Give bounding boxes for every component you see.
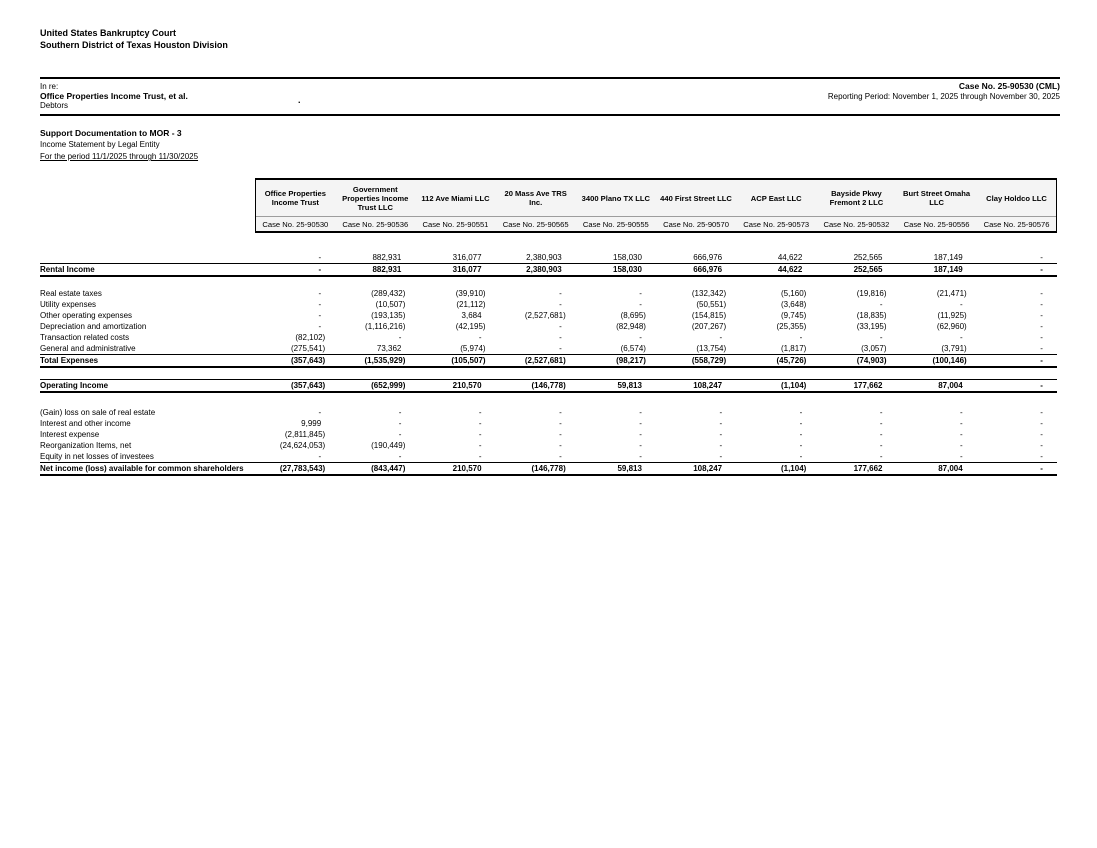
case-number-cell: Case No. 25-90536 bbox=[335, 217, 415, 233]
cell-value: 177,662 bbox=[816, 463, 896, 476]
cell-value: - bbox=[478, 430, 482, 440]
cell-value: (1,116,216) bbox=[365, 322, 406, 332]
cell-value: - bbox=[318, 300, 322, 310]
cell-value: (10,507) bbox=[375, 300, 406, 310]
cell-value: 666,976 bbox=[656, 264, 736, 277]
row-label: Depreciation and amortization bbox=[40, 322, 147, 332]
cell-value: (1,104) bbox=[736, 463, 816, 476]
cell-value: (33,195) bbox=[856, 322, 887, 332]
cell-value: (2,527,681) bbox=[496, 355, 576, 368]
table-row bbox=[40, 232, 1057, 252]
cell-value: - bbox=[879, 441, 883, 451]
cell-value: - bbox=[719, 419, 723, 429]
cell-value: - bbox=[879, 419, 883, 429]
entity-header-cell: 3400 Plano TX LLC bbox=[576, 179, 656, 217]
cell-value: (21,471) bbox=[936, 289, 967, 299]
cell-value: - bbox=[1040, 300, 1043, 310]
court-name: United States Bankruptcy Court bbox=[40, 28, 177, 38]
row-label bbox=[40, 252, 255, 264]
row-label: Rental Income bbox=[40, 264, 255, 277]
row-label: Interest expense bbox=[40, 430, 100, 440]
cell-value: (3,057) bbox=[861, 344, 887, 354]
cell-value: (2,811,845) bbox=[284, 430, 326, 440]
cell-value: (193,135) bbox=[371, 311, 406, 321]
cell-value: - bbox=[478, 408, 482, 418]
cell-value: - bbox=[799, 452, 803, 462]
row-label: Transaction related costs bbox=[40, 333, 130, 343]
cell-value: 158,030 bbox=[576, 264, 656, 277]
cell-value: - bbox=[960, 419, 963, 429]
cell-value: 316,077 bbox=[452, 253, 482, 263]
cell-value: (98,217) bbox=[576, 355, 656, 368]
cell-value: 87,004 bbox=[897, 380, 977, 393]
cell-value: - bbox=[1040, 441, 1043, 451]
case-number-cell: Case No. 25-90570 bbox=[656, 217, 736, 233]
in-re-label: In re: bbox=[40, 82, 59, 91]
entity-header-cell: Government Properties Income Trust LLC bbox=[335, 179, 415, 217]
cell-value: - bbox=[398, 408, 402, 418]
case-number: Case No. 25-90530 (CML) bbox=[958, 81, 1060, 91]
cell-value: (21,112) bbox=[456, 300, 486, 310]
table-body bbox=[40, 232, 1057, 475]
cell-value: - bbox=[639, 430, 642, 440]
cell-value: - bbox=[398, 419, 402, 429]
cell-value: 882,931 bbox=[335, 264, 415, 277]
table-row bbox=[40, 355, 1057, 368]
table-row bbox=[40, 463, 1057, 476]
cell-value: - bbox=[559, 300, 562, 310]
cell-value: 177,662 bbox=[816, 380, 896, 393]
cell-value: - bbox=[318, 322, 322, 332]
entity-header-cell: Office Properties Income Trust bbox=[255, 179, 335, 217]
cell-value: (45,726) bbox=[736, 355, 816, 368]
reporting-period: Reporting Period: November 1, 2025 through November 30, 2025 bbox=[827, 91, 1060, 101]
cell-value: (24,624,053) bbox=[279, 441, 326, 451]
cell-value: - bbox=[559, 408, 562, 418]
table-row bbox=[40, 418, 1057, 429]
table-row bbox=[40, 440, 1057, 451]
row-label: Other operating expenses bbox=[40, 311, 133, 321]
cell-value: - bbox=[559, 452, 562, 462]
cell-value: - bbox=[318, 253, 322, 263]
cell-value: (27,783,543) bbox=[255, 463, 335, 476]
caption-left bbox=[40, 82, 188, 111]
cell-value: - bbox=[318, 408, 322, 418]
cell-value: - bbox=[318, 311, 322, 321]
case-caption bbox=[40, 77, 1060, 116]
income-statement-table bbox=[40, 178, 1057, 476]
cell-value: - bbox=[1040, 333, 1043, 343]
cell-value: - bbox=[478, 333, 482, 343]
table-row bbox=[40, 264, 1057, 277]
header-corner-cell bbox=[40, 179, 255, 217]
table-row bbox=[40, 276, 1057, 288]
cell-value: (289,432) bbox=[371, 289, 406, 299]
row-label: Utility expenses bbox=[40, 300, 97, 310]
cell-value: (2,527,681) bbox=[524, 311, 566, 321]
cell-value: - bbox=[719, 408, 723, 418]
spacer-cell bbox=[40, 232, 1057, 252]
cell-value: (154,815) bbox=[691, 311, 727, 321]
cell-value: - bbox=[879, 408, 883, 418]
cell-value: (25,355) bbox=[776, 322, 807, 332]
cell-value: - bbox=[398, 452, 402, 462]
entity-name-header-row bbox=[40, 179, 1057, 217]
cell-value: - bbox=[478, 452, 482, 462]
cell-value: - bbox=[960, 441, 963, 451]
table-head bbox=[40, 179, 1057, 232]
cell-value: - bbox=[977, 355, 1057, 368]
table-row bbox=[40, 429, 1057, 440]
entity-header-cell: Bayside Pkwy Fremont 2 LLC bbox=[816, 179, 896, 217]
cell-value: - bbox=[559, 419, 562, 429]
cell-value: 252,565 bbox=[853, 253, 883, 263]
cell-value: 44,622 bbox=[777, 253, 803, 263]
cell-value: (357,643) bbox=[255, 355, 335, 368]
cell-value: - bbox=[1040, 322, 1043, 332]
cell-value: 210,570 bbox=[415, 463, 495, 476]
cell-value: - bbox=[960, 408, 963, 418]
cell-value: (5,160) bbox=[780, 289, 807, 299]
table-row bbox=[40, 407, 1057, 418]
cell-value: (275,541) bbox=[290, 344, 326, 354]
cell-value: - bbox=[318, 452, 322, 462]
row-label: Net income (loss) available for common shareholders bbox=[40, 463, 255, 476]
cell-value: - bbox=[639, 289, 642, 299]
cell-value: - bbox=[639, 300, 642, 310]
cell-value: (558,729) bbox=[656, 355, 736, 368]
cell-value: 108,247 bbox=[656, 463, 736, 476]
debtor-name: Office Properties Income Trust, et al. bbox=[40, 90, 188, 101]
cell-value: (5,974) bbox=[460, 344, 486, 354]
case-number-cell: Case No. 25-90551 bbox=[415, 217, 495, 233]
cell-value: - bbox=[879, 430, 883, 440]
row-label: (Gain) loss on sale of real estate bbox=[40, 408, 156, 418]
cell-value: - bbox=[639, 408, 642, 418]
doc-title: Support Documentation to MOR - 3 bbox=[40, 128, 182, 139]
cell-value: 210,570 bbox=[415, 380, 495, 393]
cell-value: 882,931 bbox=[372, 253, 402, 263]
cell-value: - bbox=[719, 452, 723, 462]
cell-value: (82,948) bbox=[616, 322, 646, 332]
cell-value: (190,449) bbox=[371, 441, 406, 451]
cell-value: - bbox=[559, 430, 562, 440]
cell-value: 316,077 bbox=[415, 264, 495, 277]
cell-value: (18,835) bbox=[856, 311, 887, 321]
cell-value: (843,447) bbox=[335, 463, 415, 476]
cell-value: (132,342) bbox=[691, 289, 727, 299]
case-number-cell: Case No. 25-90532 bbox=[816, 217, 896, 233]
table-row bbox=[40, 380, 1057, 393]
cell-value: (105,507) bbox=[415, 355, 495, 368]
case-number-cell: Case No. 25-90556 bbox=[897, 217, 977, 233]
cell-value: - bbox=[1040, 344, 1043, 354]
row-label: Reorganization Items, net bbox=[40, 441, 132, 451]
cell-value: - bbox=[255, 264, 335, 277]
cell-value: (62,960) bbox=[936, 322, 967, 332]
cell-value: - bbox=[559, 322, 562, 332]
cell-value: - bbox=[559, 344, 562, 354]
cell-value: - bbox=[719, 441, 723, 451]
table-row bbox=[40, 321, 1057, 332]
cell-value: (19,816) bbox=[856, 289, 887, 299]
case-number-cell: Case No. 25-90565 bbox=[496, 217, 576, 233]
cell-value: (11,925) bbox=[937, 311, 967, 321]
cell-value: (50,551) bbox=[696, 300, 727, 310]
row-label: Operating Income bbox=[40, 380, 255, 393]
cell-value: (39,910) bbox=[455, 289, 486, 299]
cell-value: (74,903) bbox=[816, 355, 896, 368]
cell-value: - bbox=[478, 419, 482, 429]
cell-value: - bbox=[1040, 452, 1043, 462]
cell-value: (42,195) bbox=[455, 322, 486, 332]
cell-value: - bbox=[977, 380, 1057, 393]
cell-value: - bbox=[960, 333, 963, 343]
cell-value: - bbox=[559, 441, 562, 451]
cell-value: - bbox=[318, 289, 322, 299]
doc-subtitle: Income Statement by Legal Entity bbox=[40, 140, 160, 150]
cell-value: - bbox=[879, 452, 883, 462]
cell-value: - bbox=[960, 430, 963, 440]
table-row bbox=[40, 252, 1057, 264]
entity-header-cell: 20 Mass Ave TRS Inc. bbox=[496, 179, 576, 217]
header-corner-cell bbox=[40, 217, 255, 233]
cell-value: 666,976 bbox=[693, 253, 723, 263]
cell-value: - bbox=[799, 408, 803, 418]
cell-value: 59,813 bbox=[576, 380, 656, 393]
stray-period: . bbox=[298, 95, 301, 105]
table-row bbox=[40, 299, 1057, 310]
table-row bbox=[40, 288, 1057, 299]
cell-value: - bbox=[799, 430, 803, 440]
cell-value: - bbox=[398, 430, 402, 440]
cell-value: - bbox=[639, 419, 642, 429]
case-number-cell: Case No. 25-90573 bbox=[736, 217, 816, 233]
cell-value: - bbox=[1040, 430, 1043, 440]
entity-header-cell: ACP East LLC bbox=[736, 179, 816, 217]
doc-title-block bbox=[40, 127, 1060, 163]
cell-value: - bbox=[1040, 408, 1043, 418]
cell-value: - bbox=[639, 452, 642, 462]
cell-value: (3,791) bbox=[941, 344, 967, 354]
cell-value: - bbox=[960, 452, 963, 462]
case-number-cell: Case No. 25-90576 bbox=[977, 217, 1057, 233]
cell-value: 158,030 bbox=[613, 253, 642, 263]
cell-value: - bbox=[879, 300, 883, 310]
cell-value: 59,813 bbox=[576, 463, 656, 476]
spacer-cell bbox=[40, 276, 1057, 288]
cell-value: (1,535,929) bbox=[335, 355, 415, 368]
cell-value: 3,684 bbox=[461, 311, 482, 321]
cell-value: - bbox=[1040, 311, 1043, 321]
table-row bbox=[40, 332, 1057, 343]
caption-right bbox=[828, 82, 1060, 101]
entity-header-cell: 112 Ave Miami LLC bbox=[415, 179, 495, 217]
cell-value: 2,380,903 bbox=[526, 253, 562, 263]
cell-value: (652,999) bbox=[335, 380, 415, 393]
cell-value: (8,695) bbox=[620, 311, 646, 321]
cell-value: - bbox=[719, 430, 723, 440]
spacer-cell bbox=[40, 367, 1057, 380]
cell-value: - bbox=[1040, 253, 1043, 263]
court-header bbox=[40, 27, 1060, 51]
cell-value: (9,745) bbox=[780, 311, 807, 321]
cell-value: 108,247 bbox=[656, 380, 736, 393]
row-label: Interest and other income bbox=[40, 419, 131, 429]
cell-value: - bbox=[1040, 289, 1043, 299]
cell-value: (1,817) bbox=[780, 344, 807, 354]
cell-value: (3,648) bbox=[780, 300, 807, 310]
table-row bbox=[40, 310, 1057, 321]
cell-value: - bbox=[559, 289, 562, 299]
cell-value: - bbox=[879, 333, 883, 343]
cell-value: 87,004 bbox=[897, 463, 977, 476]
table-row bbox=[40, 392, 1057, 407]
cell-value: (82,102) bbox=[295, 333, 326, 343]
cell-value: 187,149 bbox=[897, 264, 977, 277]
debtors-label: Debtors bbox=[40, 101, 69, 111]
entity-header-cell: 440 First Street LLC bbox=[656, 179, 736, 217]
cell-value: (207,267) bbox=[691, 322, 727, 332]
case-number-cell: Case No. 25-90530 bbox=[255, 217, 335, 233]
cell-value: - bbox=[478, 441, 482, 451]
cell-value: - bbox=[719, 333, 723, 343]
row-label: Total Expenses bbox=[40, 355, 255, 368]
cell-value: 73,362 bbox=[376, 344, 402, 354]
cell-value: (6,574) bbox=[620, 344, 646, 354]
cell-value: 2,380,903 bbox=[496, 264, 576, 277]
entity-header-cell: Clay Holdco LLC bbox=[977, 179, 1057, 217]
cell-value: - bbox=[960, 300, 963, 310]
entity-header-cell: Burt Street Omaha LLC bbox=[897, 179, 977, 217]
cell-value: (357,643) bbox=[255, 380, 335, 393]
cell-value: 252,565 bbox=[816, 264, 896, 277]
table-row bbox=[40, 451, 1057, 463]
row-label: Real estate taxes bbox=[40, 289, 102, 299]
cell-value: - bbox=[799, 441, 803, 451]
table-row bbox=[40, 343, 1057, 355]
cell-value: - bbox=[799, 419, 803, 429]
cell-value: - bbox=[1040, 419, 1043, 429]
table-row bbox=[40, 367, 1057, 380]
row-label: General and administrative bbox=[40, 344, 136, 354]
case-number-header-row bbox=[40, 217, 1057, 233]
cell-value: (146,778) bbox=[496, 463, 576, 476]
cell-value: (13,754) bbox=[696, 344, 727, 354]
cell-value: (100,146) bbox=[897, 355, 977, 368]
cell-value: 187,149 bbox=[933, 253, 963, 263]
cell-value: - bbox=[639, 333, 642, 343]
court-district: Southern District of Texas Houston Division bbox=[40, 40, 228, 50]
cell-value: (146,778) bbox=[496, 380, 576, 393]
doc-period: For the period 11/1/2025 through 11/30/2025 bbox=[40, 152, 199, 162]
cell-value: - bbox=[559, 333, 562, 343]
cell-value: 44,622 bbox=[736, 264, 816, 277]
cell-value: - bbox=[977, 264, 1057, 277]
cell-value: 9,999 bbox=[301, 419, 322, 429]
cell-value: (1,104) bbox=[736, 380, 816, 393]
spacer-cell bbox=[40, 392, 1057, 407]
cell-value: - bbox=[977, 463, 1057, 476]
cell-value: - bbox=[398, 333, 402, 343]
page-content bbox=[40, 0, 1060, 476]
cell-value: - bbox=[639, 441, 642, 451]
cell-value: - bbox=[799, 333, 803, 343]
case-number-cell: Case No. 25-90555 bbox=[576, 217, 656, 233]
row-label: Equity in net losses of investees bbox=[40, 452, 154, 462]
